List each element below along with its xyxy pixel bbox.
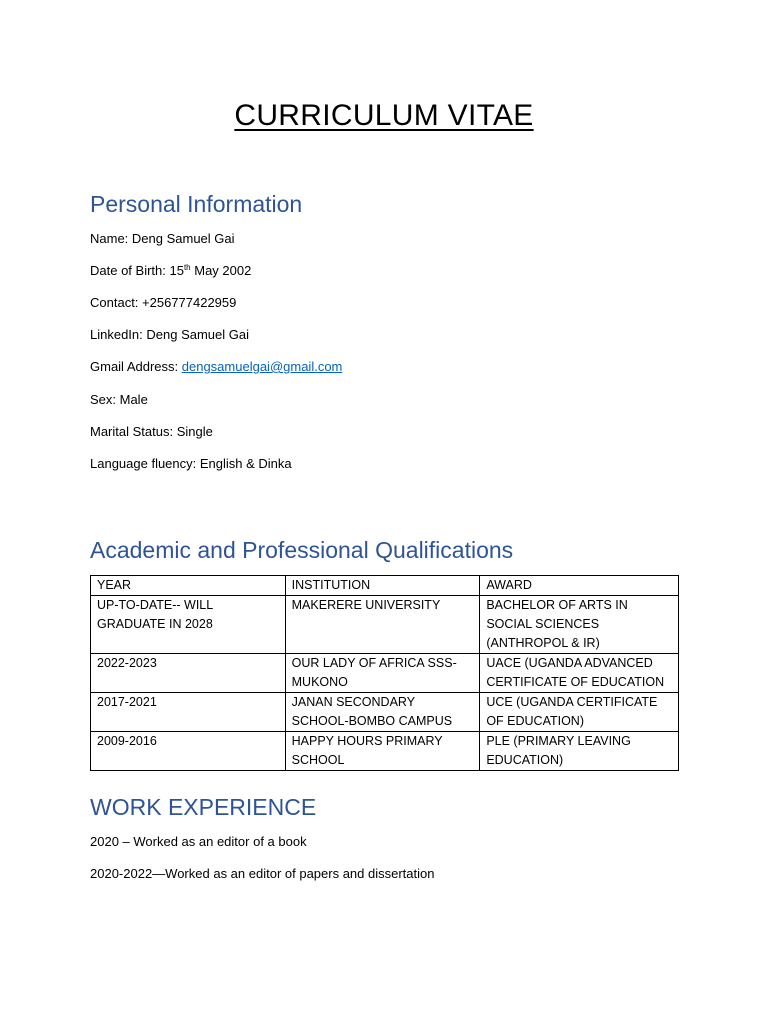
column-header-institution: INSTITUTION — [285, 576, 480, 596]
institution-cell: MAKERERE UNIVERSITY — [285, 596, 480, 654]
institution-cell: JANAN SECONDARY SCHOOL-BOMBO CAMPUS — [285, 693, 480, 732]
name-line: Name: Deng Samuel Gai — [90, 231, 235, 246]
marital-status-line: Marital Status: Single — [90, 424, 213, 439]
email-link[interactable]: dengsamuelgai@gmail.com — [181, 359, 343, 374]
contact-line: Contact: +256777422959 — [90, 295, 237, 310]
year-cell: UP-TO-DATE-- WILL GRADUATE IN 2028 — [91, 596, 286, 654]
linkedin-line: LinkedIn: Deng Samuel Gai — [90, 327, 249, 342]
personal-info-heading: Personal Information — [90, 191, 303, 217]
gmail-line — [90, 358, 342, 376]
qualifications-heading: Academic and Professional Qualifications — [90, 537, 514, 563]
year-cell: 2017-2021 — [91, 693, 286, 732]
year-cell: 2022-2023 — [91, 654, 286, 693]
column-header-year: YEAR — [91, 576, 286, 596]
table-row — [91, 732, 679, 771]
document-title: CURRICULUM VITAE — [234, 99, 534, 132]
table-row — [91, 654, 679, 693]
column-header-award: AWARD — [480, 576, 679, 596]
gmail-label: Gmail Address: — [90, 359, 182, 374]
table-row — [91, 596, 679, 654]
table-row — [91, 693, 679, 732]
sex-line: Sex: Male — [90, 392, 148, 407]
award-cell: UCE (UGANDA CERTIFICATE OF EDUCATION) — [480, 693, 679, 732]
language-line: Language fluency: English & Dinka — [90, 456, 292, 471]
work-experience-heading: WORK EXPERIENCE — [90, 794, 317, 820]
qualifications-table — [90, 575, 679, 771]
award-cell: UACE (UGANDA ADVANCED CERTIFICATE OF EDUCATION — [480, 654, 679, 693]
work-item: 2020 – Worked as an editor of a book — [90, 834, 307, 849]
award-cell: PLE (PRIMARY LEAVING EDUCATION) — [480, 732, 679, 771]
year-cell: 2009-2016 — [91, 732, 286, 771]
dob-prefix: Date of Birth: 15 — [90, 263, 184, 278]
institution-cell: OUR LADY OF AFRICA SSS-MUKONO — [285, 654, 480, 693]
dob-suffix: May 2002 — [190, 263, 252, 278]
table-header-row — [91, 576, 679, 596]
dob-ordinal: th — [183, 263, 191, 272]
dob-line — [90, 262, 251, 280]
work-item: 2020-2022—Worked as an editor of papers and dissertation — [90, 866, 435, 881]
award-cell: BACHELOR OF ARTS IN SOCIAL SCIENCES (ANTHROPOL & IR) — [480, 596, 679, 654]
institution-cell: HAPPY HOURS PRIMARY SCHOOL — [285, 732, 480, 771]
